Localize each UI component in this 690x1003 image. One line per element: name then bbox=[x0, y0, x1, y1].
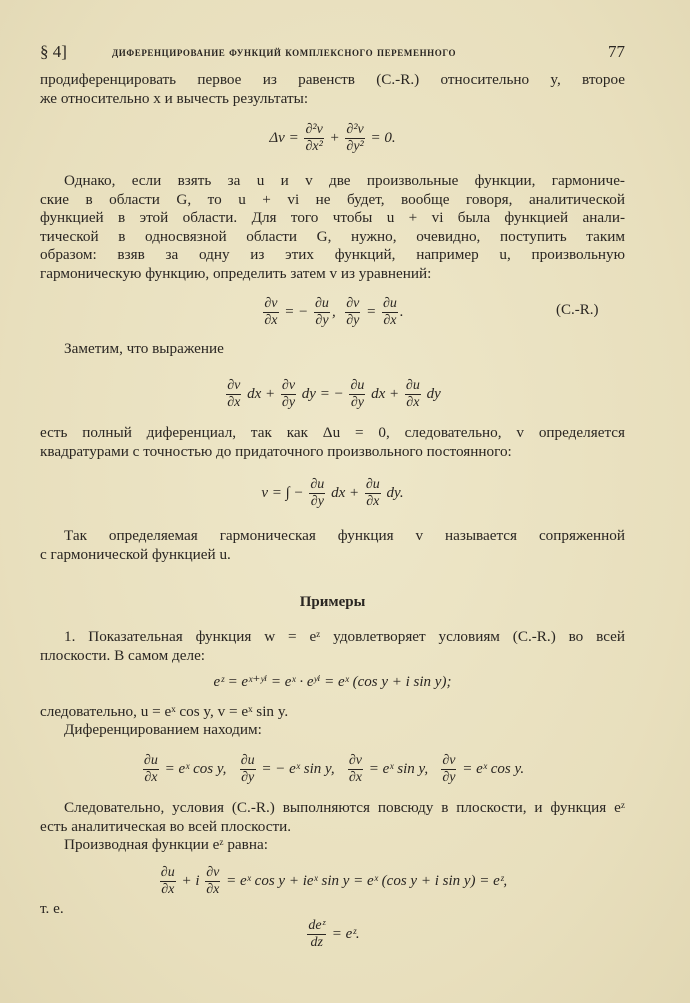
denominator: ∂x bbox=[366, 494, 380, 509]
section-heading: Примеры bbox=[299, 594, 366, 610]
numerator: ∂v bbox=[281, 378, 296, 393]
denominator: ∂x bbox=[227, 395, 241, 410]
text-line: есть аналитическая во всей плоскости. bbox=[40, 817, 292, 835]
numerator: ∂u bbox=[350, 378, 365, 393]
text-line: 1. Показательная функция w = eᶻ удовлетворяет условиям (C.-R.) во всей bbox=[64, 628, 625, 645]
text-line: т. е. bbox=[40, 900, 64, 917]
fraction bbox=[263, 296, 278, 329]
formula-text: Δv = bbox=[269, 130, 303, 146]
formula-text: = eˣ cos y + ieˣ sin y = eˣ (cos y + i sin y) = eᶻ, bbox=[222, 873, 508, 889]
formula-text: v = ∫ − bbox=[261, 485, 308, 501]
text-line: Заметим, что выражение bbox=[64, 340, 224, 357]
text-line: Так определяемая гармоническая функция v называется сопряженной bbox=[64, 527, 625, 544]
text-line: следовательно, u = eˣ cos y, v = eˣ sin y. bbox=[40, 703, 289, 720]
fraction bbox=[226, 378, 241, 411]
formula-text: dy = − bbox=[298, 386, 348, 402]
formula-text: dy bbox=[422, 386, 441, 402]
fraction bbox=[160, 865, 176, 898]
formula-text: = − bbox=[280, 304, 313, 320]
formula-text: + i bbox=[177, 873, 204, 889]
formula-text: eᶻ = eˣ⁺ʸⁱ = eˣ · eʸⁱ = eˣ (cos y + i sin y); bbox=[213, 674, 452, 690]
text-line: функцией в этой области. Для того чтобы u + vi была функцией анали- bbox=[40, 209, 625, 227]
chapter-title: диференцирование функций комплексного переменного bbox=[112, 45, 457, 59]
formula-text: = eˣ cos y. bbox=[458, 761, 525, 777]
formula-text: = bbox=[362, 304, 380, 320]
fraction bbox=[309, 477, 325, 510]
denominator: ∂x bbox=[383, 313, 397, 328]
fraction bbox=[304, 122, 323, 155]
text-line: есть полный диференциал, так как Δu = 0, следовательно, v определяется bbox=[40, 424, 625, 441]
numerator: ∂u bbox=[382, 296, 397, 311]
denominator: ∂y bbox=[241, 770, 255, 785]
formula-text: . bbox=[399, 304, 404, 320]
formula-integral bbox=[40, 477, 625, 510]
formula-exponential bbox=[40, 672, 625, 691]
formula-text: dx + bbox=[243, 386, 279, 402]
formula-text: dy. bbox=[382, 485, 404, 501]
denominator: ∂y bbox=[281, 395, 296, 410]
section-number: § 4] bbox=[40, 42, 67, 61]
text-line: с гармонической функцией u. bbox=[40, 545, 231, 563]
fraction bbox=[365, 477, 381, 510]
numerator: ∂u bbox=[405, 378, 420, 393]
numerator: ∂v bbox=[348, 753, 362, 768]
fraction bbox=[143, 753, 159, 786]
paragraph bbox=[40, 172, 625, 284]
page-number: 77 bbox=[608, 42, 625, 61]
formula-text: dx + bbox=[327, 485, 363, 501]
numerator: ∂²v bbox=[305, 122, 323, 137]
denominator: ∂x bbox=[144, 770, 158, 785]
numerator: ∂v bbox=[206, 865, 220, 880]
numerator: ∂v bbox=[346, 296, 360, 311]
formula-text: + bbox=[325, 130, 344, 146]
numerator: ∂v bbox=[264, 296, 278, 311]
denominator: ∂x bbox=[348, 770, 362, 785]
text-line: продиференцировать первое из равенств (C.-R.) относительно y, второе bbox=[40, 71, 625, 88]
text-line: Диференцированием находим: bbox=[64, 721, 262, 738]
equation-tag: (C.-R.) bbox=[556, 302, 599, 318]
paragraph bbox=[40, 703, 625, 722]
formula-text: = 0. bbox=[366, 130, 396, 146]
numerator: ∂v bbox=[227, 378, 241, 393]
formula-text: = eˣ cos y, bbox=[160, 761, 238, 777]
text-line: же относительно x и вычесть результаты: bbox=[40, 89, 309, 107]
fraction bbox=[307, 918, 326, 951]
paragraph bbox=[40, 836, 625, 855]
formula-text: , bbox=[331, 304, 344, 320]
paragraph bbox=[40, 799, 625, 836]
denominator: ∂x bbox=[161, 882, 175, 897]
numerator: ∂u bbox=[160, 865, 175, 880]
fraction bbox=[405, 378, 421, 411]
denominator: ∂x bbox=[264, 313, 278, 328]
numerator: ∂²v bbox=[346, 122, 364, 137]
numerator: ∂u bbox=[310, 477, 325, 492]
formula-cauchy-riemann bbox=[40, 296, 625, 329]
denominator: ∂y bbox=[310, 494, 324, 509]
denominator: ∂x² bbox=[305, 139, 323, 154]
formula-text: dx + bbox=[367, 386, 403, 402]
numerator: ∂u bbox=[240, 753, 255, 768]
denominator: ∂y bbox=[350, 395, 364, 410]
fraction bbox=[349, 378, 365, 411]
text-line: Однако, если взять за u и v две произвольные функции, гармониче- bbox=[64, 172, 625, 189]
paragraph bbox=[40, 900, 625, 919]
fraction bbox=[345, 122, 364, 155]
text-line: ские в области G, то u + vi не будет, вообще говоря, аналитической bbox=[40, 190, 625, 208]
denominator: ∂y bbox=[346, 313, 360, 328]
paragraph bbox=[40, 527, 625, 564]
text-line: тической в односвязной области G, нужно, очевидно, поступить таким bbox=[40, 227, 625, 245]
paragraph bbox=[40, 340, 625, 359]
denominator: ∂y bbox=[442, 770, 456, 785]
numerator: ∂u bbox=[315, 296, 329, 311]
paragraph bbox=[40, 71, 625, 108]
fraction bbox=[382, 296, 398, 329]
numerator: ∂u bbox=[365, 477, 380, 492]
running-header bbox=[40, 42, 625, 64]
denominator: ∂x bbox=[406, 395, 420, 410]
denominator: ∂y bbox=[315, 313, 329, 328]
fraction bbox=[348, 753, 363, 786]
fraction bbox=[240, 753, 256, 786]
formula-dez-dz bbox=[40, 918, 625, 951]
text-line: квадратурами с точностью до придаточного произвольного постоянного: bbox=[40, 442, 512, 460]
formula-laplace bbox=[40, 122, 625, 155]
denominator: ∂y² bbox=[346, 139, 364, 154]
paragraph bbox=[40, 628, 625, 665]
text-line: плоскости. В самом деле: bbox=[40, 646, 206, 664]
text-line: образом: взяв за одну из этих функций, например u, произвольную bbox=[40, 246, 625, 264]
numerator: ∂v bbox=[442, 753, 456, 768]
paragraph bbox=[40, 424, 625, 461]
numerator: ∂u bbox=[143, 753, 158, 768]
fraction bbox=[441, 753, 456, 786]
denominator: dz bbox=[310, 935, 323, 950]
fraction bbox=[205, 865, 220, 898]
numerator: deᶻ bbox=[308, 918, 325, 933]
fraction bbox=[281, 378, 296, 411]
text-line: Следовательно, условия (C.-R.) выполняются повсюду в плоскости, и функция eᶻ bbox=[64, 799, 625, 816]
formula-derivatives bbox=[40, 753, 625, 786]
paragraph bbox=[40, 721, 625, 740]
formula-text: = eᶻ. bbox=[327, 926, 360, 942]
formula-text: = eˣ sin y, bbox=[364, 761, 440, 777]
text-line: Производная функции eᶻ равна: bbox=[64, 836, 268, 853]
fraction bbox=[314, 296, 330, 329]
formula-differential bbox=[40, 378, 625, 411]
denominator: ∂x bbox=[206, 882, 220, 897]
text-line: гармоническую функцию, определить затем v из уравнений: bbox=[40, 264, 432, 282]
fraction bbox=[345, 296, 360, 329]
formula-derivative-exp bbox=[40, 865, 625, 898]
formula-text: = − eˣ sin y, bbox=[257, 761, 346, 777]
